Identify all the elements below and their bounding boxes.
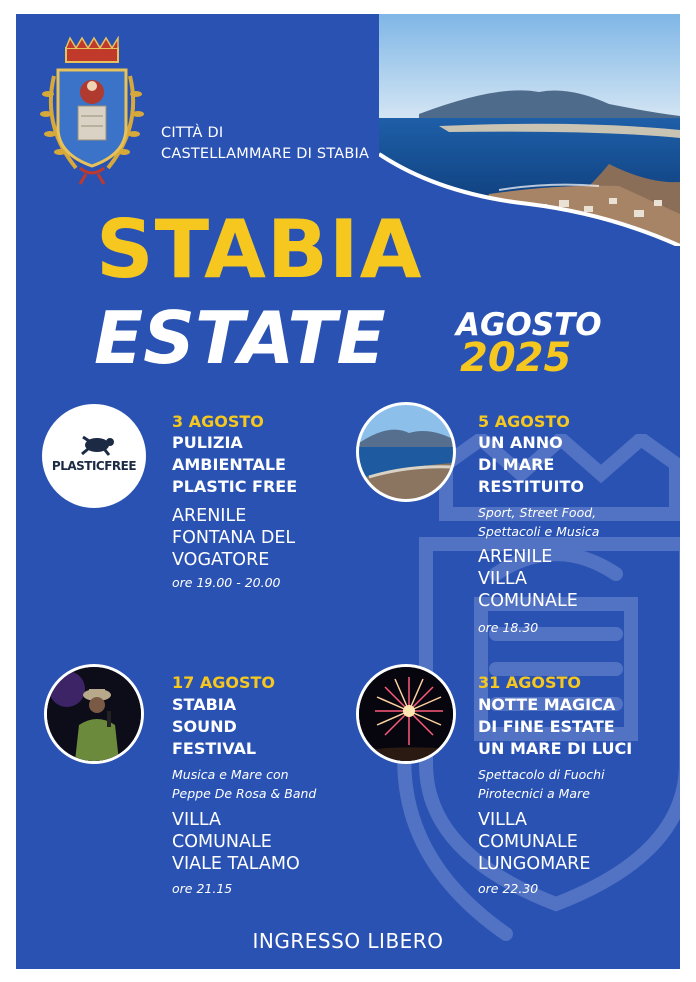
event-name-line: PULIZIA (172, 433, 243, 452)
title-line2: ESTATE (94, 296, 386, 380)
event-description (478, 503, 599, 541)
city-name (161, 123, 369, 165)
event-name-line: SOUND (172, 717, 237, 736)
event-description-line: Sport, Street Food, (478, 505, 597, 520)
bay-panorama-photo (379, 14, 680, 246)
title-line1: STABIA (96, 203, 423, 296)
event-description-line: Spettacoli e Musica (478, 524, 600, 539)
event-name (478, 432, 584, 498)
poster (16, 14, 680, 969)
event-place-line: VILLA (478, 810, 528, 830)
city-name-line2: CASTELLAMMARE DI STABIA (161, 146, 370, 162)
event-place-line: VIALE TALAMO (172, 854, 300, 874)
event-place-line: COMUNALE (172, 832, 272, 852)
event-place (172, 809, 300, 875)
city-name-line1: CITTÀ DI (161, 125, 224, 141)
event-date: 3 AGOSTO (172, 412, 264, 431)
event-place-line: COMUNALE (478, 832, 578, 852)
city-crest-icon (36, 36, 148, 186)
event-description-line: Peppe De Rosa & Band (172, 786, 317, 801)
event-name (478, 694, 632, 760)
event-time: ore 21.15 (172, 881, 233, 896)
event-place (478, 546, 578, 612)
event-name-line: UN MARE DI LUCI (478, 739, 633, 758)
event-place-line: VOGATORE (172, 550, 270, 570)
event-name-line: DI MARE (478, 455, 555, 474)
event-description (172, 765, 316, 803)
event-name (172, 432, 297, 498)
event-name-line: FESTIVAL (172, 739, 257, 758)
event-place (478, 809, 590, 875)
event-time: ore 19.00 - 20.00 (172, 575, 281, 590)
singer-photo (44, 664, 144, 764)
event-name-line: UN ANNO (478, 433, 563, 452)
event-name-line: AMBIENTALE (172, 455, 286, 474)
event-place-line: COMUNALE (478, 591, 578, 611)
event-date: 17 AGOSTO (172, 673, 275, 692)
event-date: 31 AGOSTO (478, 673, 581, 692)
event-description-line: Pirotecnici a Mare (478, 786, 590, 801)
bay-photo (356, 402, 456, 502)
event-description-line: Spettacolo di Fuochi (478, 767, 605, 782)
event-description-line: Musica e Mare con (172, 767, 289, 782)
turtle-icon (45, 407, 143, 505)
plasticfree-logo (42, 404, 146, 508)
plasticfree-logo-text: PLASTICFREE (51, 459, 137, 473)
title-year: 2025 (460, 335, 572, 381)
event-place-line: VILLA (478, 569, 528, 589)
event-description (478, 765, 605, 803)
event-name-line: STABIA (172, 695, 237, 714)
event-name-line: PLASTIC FREE (172, 477, 298, 496)
free-entry-footer: INGRESSO LIBERO (252, 929, 444, 953)
event-place (172, 505, 295, 571)
fireworks-photo (356, 664, 456, 764)
event-place-line: LUNGOMARE (478, 854, 591, 874)
event-name-line: RESTITUITO (478, 477, 585, 496)
event-time: ore 18.30 (478, 620, 539, 635)
event-date: 5 AGOSTO (478, 412, 570, 431)
event-place-line: ARENILE (478, 547, 553, 567)
title-month: AGOSTO (456, 307, 602, 343)
event-name-line: DI FINE ESTATE (478, 717, 615, 736)
event-name (172, 694, 256, 760)
event-name-line: NOTTE MAGICA (478, 695, 616, 714)
event-place-line: FONTANA DEL (172, 528, 296, 548)
event-place-line: ARENILE (172, 506, 247, 526)
event-place-line: VILLA (172, 810, 222, 830)
event-time: ore 22.30 (478, 881, 539, 896)
